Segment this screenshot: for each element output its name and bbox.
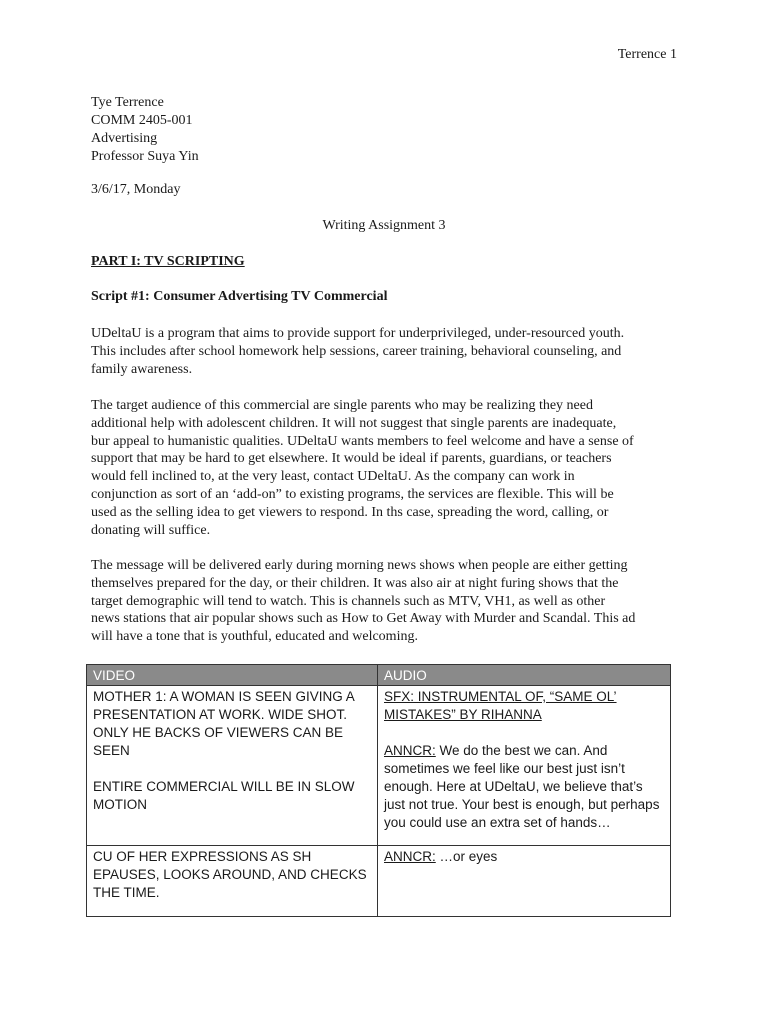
announcer-text: We do the best we can. And sometimes we feel like our best just isn’t enough. Here at UDeltaU, we believe that’s just not true. Your best is enough, but perhaps you could use an extra set of hands… bbox=[384, 743, 660, 830]
audio-cell bbox=[378, 686, 671, 846]
table-row bbox=[87, 846, 671, 917]
announcer-label: ANNCR: bbox=[384, 743, 436, 758]
script-heading: Script #1: Consumer Advertising TV Commercial bbox=[91, 289, 388, 304]
course-subject: Advertising bbox=[91, 131, 158, 146]
announcer-line bbox=[384, 742, 664, 832]
student-heading bbox=[91, 94, 199, 166]
audience-paragraph: The target audience of this commercial are single parents who may be realizing they need additional help with adolescent children. It will not suggest that single parents are inadequate, bur appeal to humanistic qualities. UDeltaU wants members to feel welcome and have a sense of support that may be hard to get elsewhere. It would be ideal if parents, guardians, or teachers would fell inclined to, at the very least, contact UDeltaU. As the company can work in conjunction as sort of an ‘add-on” to existing programs, the services are flexible. This will be used as the selling idea to get viewers to respond. In ths case, spreading the word, calling, or donating will suffice. bbox=[91, 398, 634, 538]
announcer-line bbox=[384, 848, 664, 866]
intro-paragraph: UDeltaU is a program that aims to provide support for underprivileged, under-resourced youth. This includes after school homework help sessions, career training, behavioral counseling, and family awareness. bbox=[91, 326, 625, 377]
part-heading: PART I: TV SCRIPTING bbox=[91, 254, 245, 269]
script-table bbox=[86, 664, 671, 917]
message-paragraph: The message will be delivered early during morning news shows when people are either getting themselves prepared for the day, or their children. It was also air at night furing shows that the target demographic will tend to watch. This is channels such as MTV, VH1, as well as other news stations that air popular shows such as How to Get Away with Murder and Scandal. This ad will have a tone that is youthful, educated and welcoming. bbox=[91, 558, 636, 645]
video-cell bbox=[87, 686, 378, 846]
audio-cell bbox=[378, 846, 671, 917]
video-note: ENTIRE COMMERCIAL WILL BE IN SLOW MOTION bbox=[93, 779, 355, 812]
video-direction: CU OF HER EXPRESSIONS AS SH EPAUSES, LOOKS AROUND, AND CHECKS THE TIME. bbox=[93, 849, 367, 900]
audio-column-header: AUDIO bbox=[378, 665, 671, 686]
spacer bbox=[93, 760, 371, 778]
video-column-header: VIDEO bbox=[87, 665, 378, 686]
professor-name: Professor Suya Yin bbox=[91, 149, 199, 164]
table-header-row bbox=[87, 665, 671, 686]
student-name: Tye Terrence bbox=[91, 95, 164, 110]
document-date: 3/6/17, Monday bbox=[91, 182, 181, 197]
announcer-text: …or eyes bbox=[435, 849, 498, 864]
table-row bbox=[87, 686, 671, 846]
page-header: Terrence 1 bbox=[617, 47, 677, 62]
video-cell bbox=[87, 846, 378, 917]
sfx-cue: SFX: INSTRUMENTAL OF, “SAME OL’ MISTAKES” BY RIHANNA bbox=[384, 689, 617, 722]
course-code: COMM 2405-001 bbox=[91, 113, 193, 128]
video-direction: MOTHER 1: A WOMAN IS SEEN GIVING A PRESENTATION AT WORK. WIDE SHOT. ONLY HE BACKS OF VIEWERS CAN BE SEEN bbox=[93, 689, 355, 758]
spacer bbox=[384, 724, 664, 742]
document-title: Writing Assignment 3 bbox=[322, 218, 446, 233]
announcer-label: ANNCR: bbox=[384, 849, 436, 864]
